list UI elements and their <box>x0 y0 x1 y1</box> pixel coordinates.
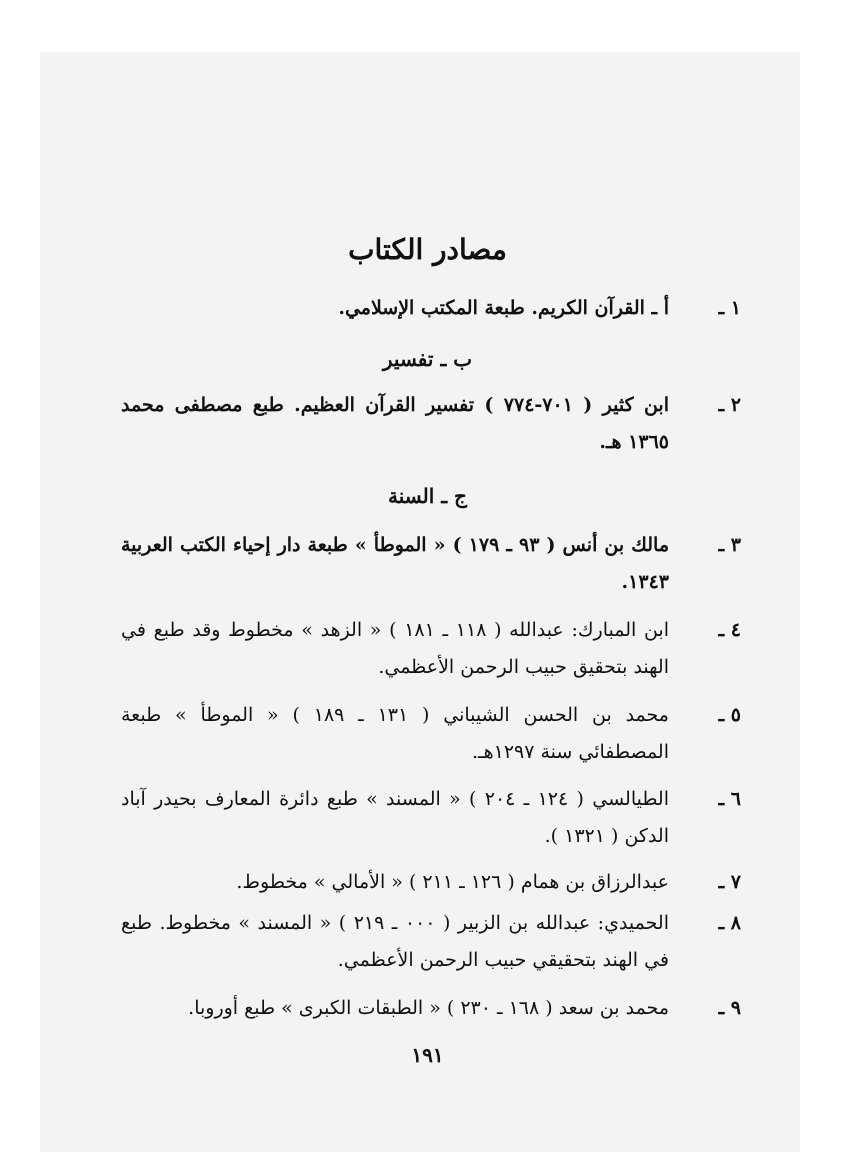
section-heading-sunnah: ج ـ السنة <box>388 484 467 508</box>
list-item <box>121 387 741 461</box>
list-item <box>121 527 741 601</box>
entry-text: أ ـ القرآن الكريم. طبعة المكتب الإسلامي. <box>338 297 669 319</box>
entry-text: الحميدي: عبدالله بن الزبير ( ٠٠٠ ـ ٢١٩ ) « المسند » مخطوط. طبع في الهند بتحقيقي حبيب الرحمن الأعظمي. <box>121 912 669 971</box>
entry-text: مالك بن أنس ( ٩٣ ـ ١٧٩ ) « الموطأ » طبعة دار إحياء الكتب العربية ١٣٤٣. <box>121 534 670 593</box>
entry-number: ٣ ـ <box>718 534 741 556</box>
entry-text: ابن المبارك: عبدالله ( ١١٨ ـ ١٨١ ) « الزهد » مخطوط وقد طبع في الهند بتحقيق حبيب الرحمن الأعظمي. <box>121 619 669 678</box>
entry-number: ٨ ـ <box>718 912 741 934</box>
entry-number: ٥ ـ <box>718 704 741 726</box>
entry-text: محمد بن الحسن الشيباني ( ١٣١ ـ ١٨٩ ) « الموطأ » طبعة المصطفائي سنة ١٢٩٧هـ. <box>121 704 669 763</box>
entry-number: ٦ ـ <box>718 788 741 810</box>
list-item <box>121 864 741 901</box>
entry-number: ١ ـ <box>718 297 741 319</box>
entry-text: ابن كثير ( ٧٠١-٧٧٤ ) تفسير القرآن العظيم. طبع مصطفى محمد ١٣٦٥ هـ. <box>121 394 669 453</box>
entry-number: ٩ ـ <box>718 997 741 1019</box>
list-item <box>121 612 741 686</box>
entry-text: محمد بن سعد ( ١٦٨ ـ ٢٣٠ ) « الطبقات الكبرى » طبع أوروبا. <box>188 997 669 1019</box>
list-item <box>121 990 741 1027</box>
entry-number: ٢ ـ <box>718 394 741 416</box>
list-item <box>121 905 741 979</box>
list-item <box>121 697 741 771</box>
page-title: مصادر الكتاب <box>348 233 507 266</box>
entry-text: عبدالرزاق بن همام ( ١٢٦ ـ ٢١١ ) « الأمالي » مخطوط. <box>236 871 669 893</box>
list-item <box>121 781 741 855</box>
list-item <box>121 290 741 327</box>
page-number: ١٩١ <box>411 1043 444 1067</box>
section-heading-tafsir: ب ـ تفسير <box>382 347 473 371</box>
entry-text: الطيالسي ( ١٢٤ ـ ٢٠٤ ) « المسند » طبع دائرة المعارف بحيدر آباد الدكن ( ١٣٢١ ). <box>121 788 669 847</box>
entry-number: ٧ ـ <box>718 871 741 893</box>
entry-number: ٤ ـ <box>718 619 741 641</box>
